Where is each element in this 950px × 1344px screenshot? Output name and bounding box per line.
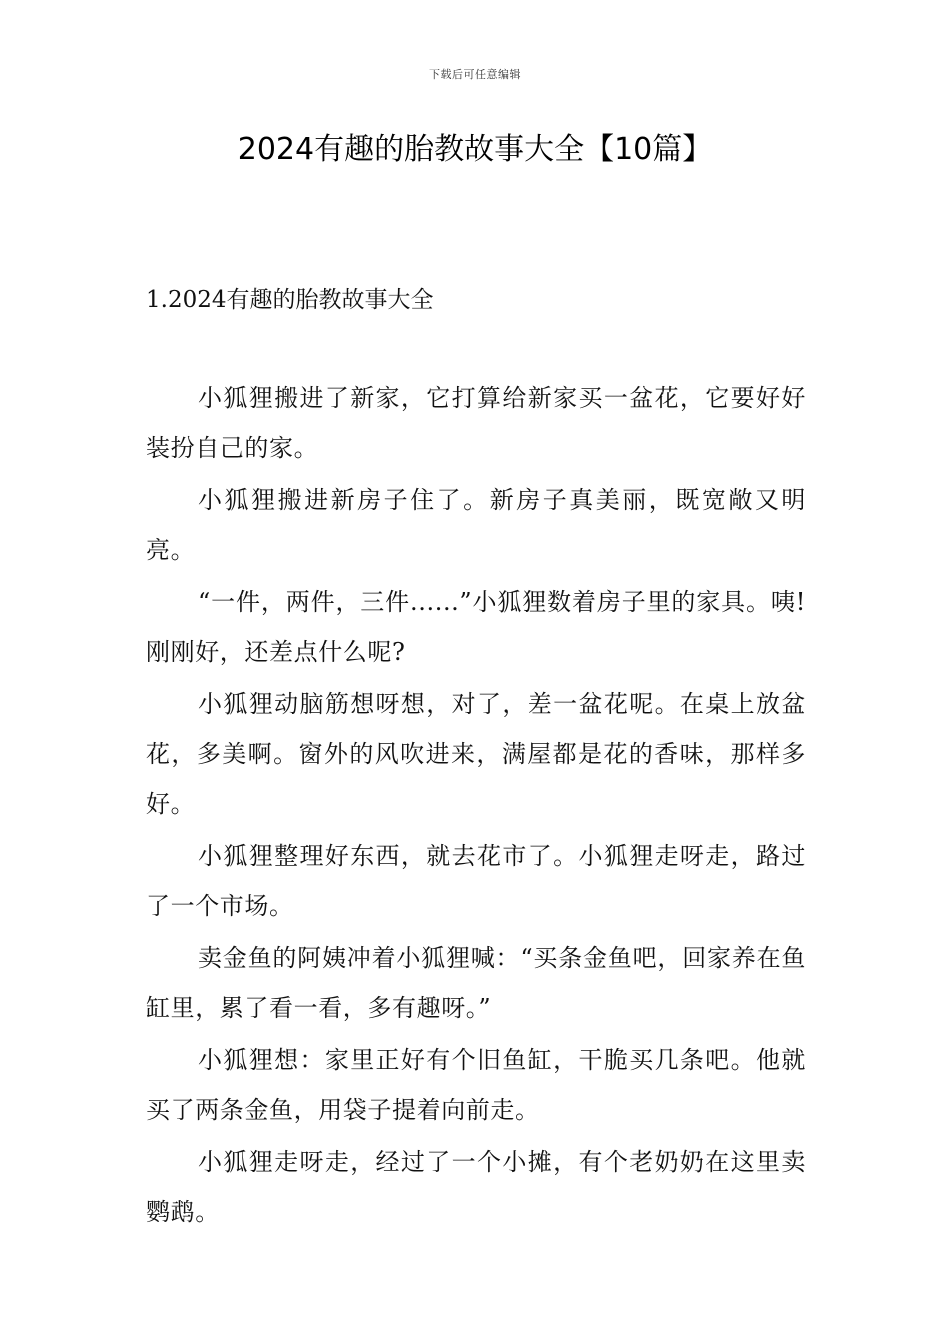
paragraph: 小狐狸想：家里正好有个旧鱼缸，干脆买几条吧。他就买了两条金鱼，用袋子提着向前走。 [146, 1046, 806, 1124]
paragraph: 小狐狸走呀走，经过了一个小摊，有个老奶奶在这里卖鹦鹉。 [146, 1148, 806, 1226]
paragraph: 卖金鱼的阿姨冲着小狐狸喊：“买条金鱼吧，回家养在鱼缸里，累了看一看，多有趣呀。” [146, 944, 806, 1022]
header-note: 下载后可任意编辑 [429, 68, 521, 81]
paragraph: “一件，两件，三件......”小狐狸数着房子里的家具。咦!刚刚好，还差点什么呢? [146, 588, 806, 666]
section-heading: 1.2024有趣的胎教故事大全 [146, 287, 434, 313]
paragraph: 小狐狸搬进了新家，它打算给新家买一盆花，它要好好装扮自己的家。 [146, 384, 806, 462]
paragraph: 小狐狸搬进新房子住了。新房子真美丽，既宽敞又明亮。 [146, 486, 806, 564]
paragraph: 小狐狸整理好东西，就去花市了。小狐狸走呀走，路过了一个市场。 [146, 842, 806, 920]
paragraph: 小狐狸动脑筋想呀想，对了，差一盆花呢。在桌上放盆花，多美啊。窗外的风吹进来，满屋都是花的香味，那样多好。 [146, 690, 806, 818]
story-body [146, 373, 806, 1239]
document-title: 2024有趣的胎教故事大全【10篇】 [237, 132, 713, 167]
